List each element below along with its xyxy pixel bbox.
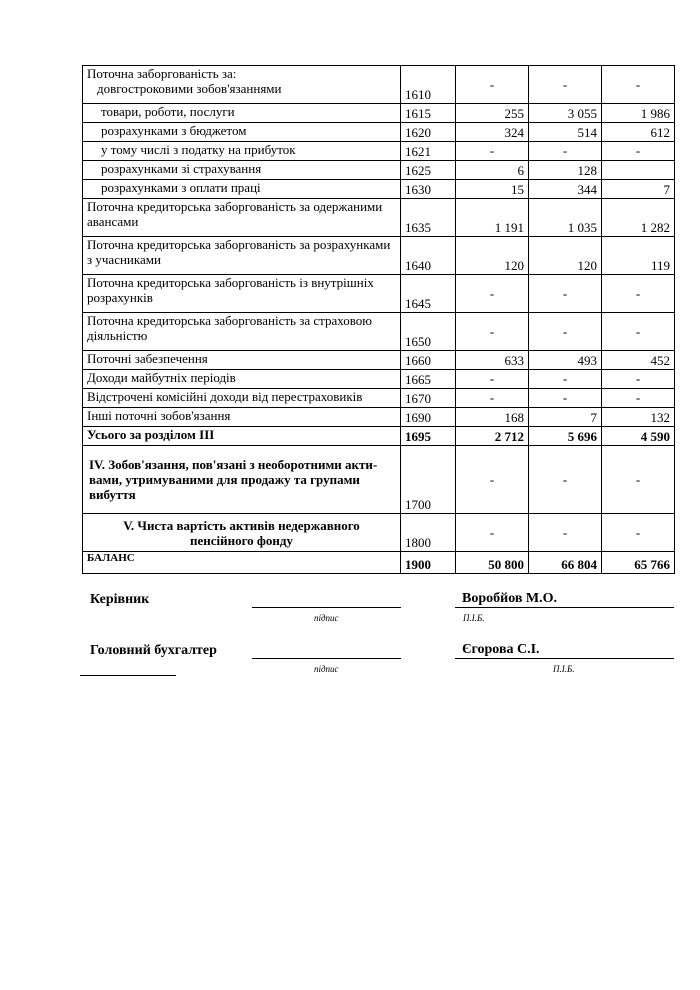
row-value-v2: - [529, 446, 602, 514]
table-row [83, 446, 675, 514]
row-value-v1: 1 191 [456, 199, 529, 237]
row-value-v3: - [602, 142, 675, 161]
row-value-v1: - [456, 389, 529, 408]
row-label: Поточні забезпечення [83, 351, 401, 370]
row-value-v1: 255 [456, 104, 529, 123]
row-value-v2: 344 [529, 180, 602, 199]
row-value-v1: - [456, 446, 529, 514]
row-value-v2: - [529, 275, 602, 313]
row-value-v3: 119 [602, 237, 675, 275]
row-label: Поточна кредиторська заборгованість із внутрішніх розрахунків [83, 275, 401, 313]
balance-table-body [83, 66, 675, 574]
row-value-v2: 120 [529, 237, 602, 275]
row-value-v2: - [529, 313, 602, 351]
row-value-v1: 15 [456, 180, 529, 199]
accountant-name: Єгорова С.І. [462, 642, 540, 657]
accountant-name-caption: П.І.Б. [553, 664, 575, 674]
table-row [83, 389, 675, 408]
row-label: розрахунками з оплати праці [83, 180, 401, 199]
row-value-v2: - [529, 389, 602, 408]
row-value-v3: - [602, 446, 675, 514]
row-value-v3: - [602, 370, 675, 389]
table-row [83, 237, 675, 275]
table-row [83, 427, 675, 446]
row-value-v2: 1 035 [529, 199, 602, 237]
row-label-line2: довгостроковими зобов'язаннями [97, 81, 282, 96]
table-row [83, 161, 675, 180]
table-row [83, 199, 675, 237]
row-value-v2: 493 [529, 351, 602, 370]
row-value-v3: 1 282 [602, 199, 675, 237]
head-label: Керівник [90, 592, 150, 607]
row-value-v1: 50 800 [456, 552, 529, 574]
row-value-v3: 4 590 [602, 427, 675, 446]
row-value-v2: 514 [529, 123, 602, 142]
row-value-v3: - [602, 275, 675, 313]
row-value-v1: - [456, 275, 529, 313]
row-value-v2: 3 055 [529, 104, 602, 123]
row-value-v2: 5 696 [529, 427, 602, 446]
table-row [83, 514, 675, 552]
row-value-v1: - [456, 142, 529, 161]
row-label: розрахунками зі страхування [83, 161, 401, 180]
table-row [83, 408, 675, 427]
footer-short-line [80, 675, 176, 676]
row-value-v3 [602, 161, 675, 180]
row-value-v3: 612 [602, 123, 675, 142]
row-value-v3: - [602, 313, 675, 351]
row-label: Доходи майбутніх періодів [83, 370, 401, 389]
row-code: 1640 [401, 237, 456, 275]
row-label [83, 66, 401, 104]
row-label: Поточна кредиторська заборгованість за страховою діяльністю [83, 313, 401, 351]
row-value-v2: - [529, 370, 602, 389]
row-value-v3: 132 [602, 408, 675, 427]
row-label: V. Чиста вартість активів недержавного пенсійного фонду [83, 514, 401, 552]
row-code: 1615 [401, 104, 456, 123]
row-label: у тому числі з податку на прибуток [83, 142, 401, 161]
row-label: IV. Зобов'язання, пов'язані з необоротними акти- вами, утримуваними для продажу та групами вибуття [83, 446, 401, 514]
row-value-v1: 120 [456, 237, 529, 275]
row-value-v3: - [602, 389, 675, 408]
table-row [83, 275, 675, 313]
row-value-v3: - [602, 66, 675, 104]
row-code: 1800 [401, 514, 456, 552]
row-code: 1635 [401, 199, 456, 237]
row-value-v3: 7 [602, 180, 675, 199]
head-name-line [455, 607, 674, 608]
row-value-v2: 7 [529, 408, 602, 427]
table-row [83, 552, 675, 574]
head-name-caption: П.І.Б. [463, 613, 485, 623]
row-code: 1900 [401, 552, 456, 574]
row-value-v3: - [602, 514, 675, 552]
row-value-v3: 1 986 [602, 104, 675, 123]
table-row [83, 66, 675, 104]
head-name: Воробйов М.О. [462, 591, 558, 606]
row-code: 1660 [401, 351, 456, 370]
row-value-v1: 2 712 [456, 427, 529, 446]
row-value-v2: 128 [529, 161, 602, 180]
accountant-name-line [455, 658, 674, 659]
row-code: 1690 [401, 408, 456, 427]
row-label: Поточна кредиторська заборгованість за розрахунками з учасниками [83, 237, 401, 275]
table-row [83, 313, 675, 351]
row-value-v1: 633 [456, 351, 529, 370]
row-code: 1700 [401, 446, 456, 514]
row-code: 1650 [401, 313, 456, 351]
row-label: Усього за розділом ІІІ [83, 427, 401, 446]
row-label-line1: Поточна заборгованість за: [87, 66, 237, 81]
accountant-signature-caption: підпис [314, 664, 339, 674]
row-code: 1621 [401, 142, 456, 161]
row-code: 1625 [401, 161, 456, 180]
row-code: 1645 [401, 275, 456, 313]
table-row [83, 123, 675, 142]
row-value-v3: 452 [602, 351, 675, 370]
head-signature-caption: підпис [314, 613, 339, 623]
row-value-v1: 6 [456, 161, 529, 180]
row-value-v1: 168 [456, 408, 529, 427]
row-value-v1: 324 [456, 123, 529, 142]
row-label: товари, роботи, послуги [83, 104, 401, 123]
table-row [83, 351, 675, 370]
table-row [83, 370, 675, 389]
table-row [83, 180, 675, 199]
row-value-v1: - [456, 370, 529, 389]
head-signature-line [252, 607, 401, 608]
balance-table [82, 65, 675, 574]
row-value-v2: - [529, 66, 602, 104]
row-label: Поточна кредиторська заборгованість за одержаними авансами [83, 199, 401, 237]
row-value-v2: 66 804 [529, 552, 602, 574]
row-code: 1695 [401, 427, 456, 446]
row-value-v1: - [456, 66, 529, 104]
accountant-signature-line [252, 658, 401, 659]
row-value-v2: - [529, 514, 602, 552]
row-value-v1: - [456, 514, 529, 552]
row-label: розрахунками з бюджетом [83, 123, 401, 142]
row-code: 1670 [401, 389, 456, 408]
row-value-v2: - [529, 142, 602, 161]
row-code: 1610 [401, 66, 456, 104]
row-value-v1: - [456, 313, 529, 351]
table-row [83, 142, 675, 161]
row-label: Інші поточні зобов'язання [83, 408, 401, 427]
row-label: Відстрочені комісійні доходи від перестраховиків [83, 389, 401, 408]
row-code: 1620 [401, 123, 456, 142]
accountant-label: Головний бухгалтер [90, 643, 217, 658]
row-code: 1665 [401, 370, 456, 389]
table-row [83, 104, 675, 123]
row-code: 1630 [401, 180, 456, 199]
row-label: БАЛАНС [83, 552, 401, 574]
row-value-v3: 65 766 [602, 552, 675, 574]
